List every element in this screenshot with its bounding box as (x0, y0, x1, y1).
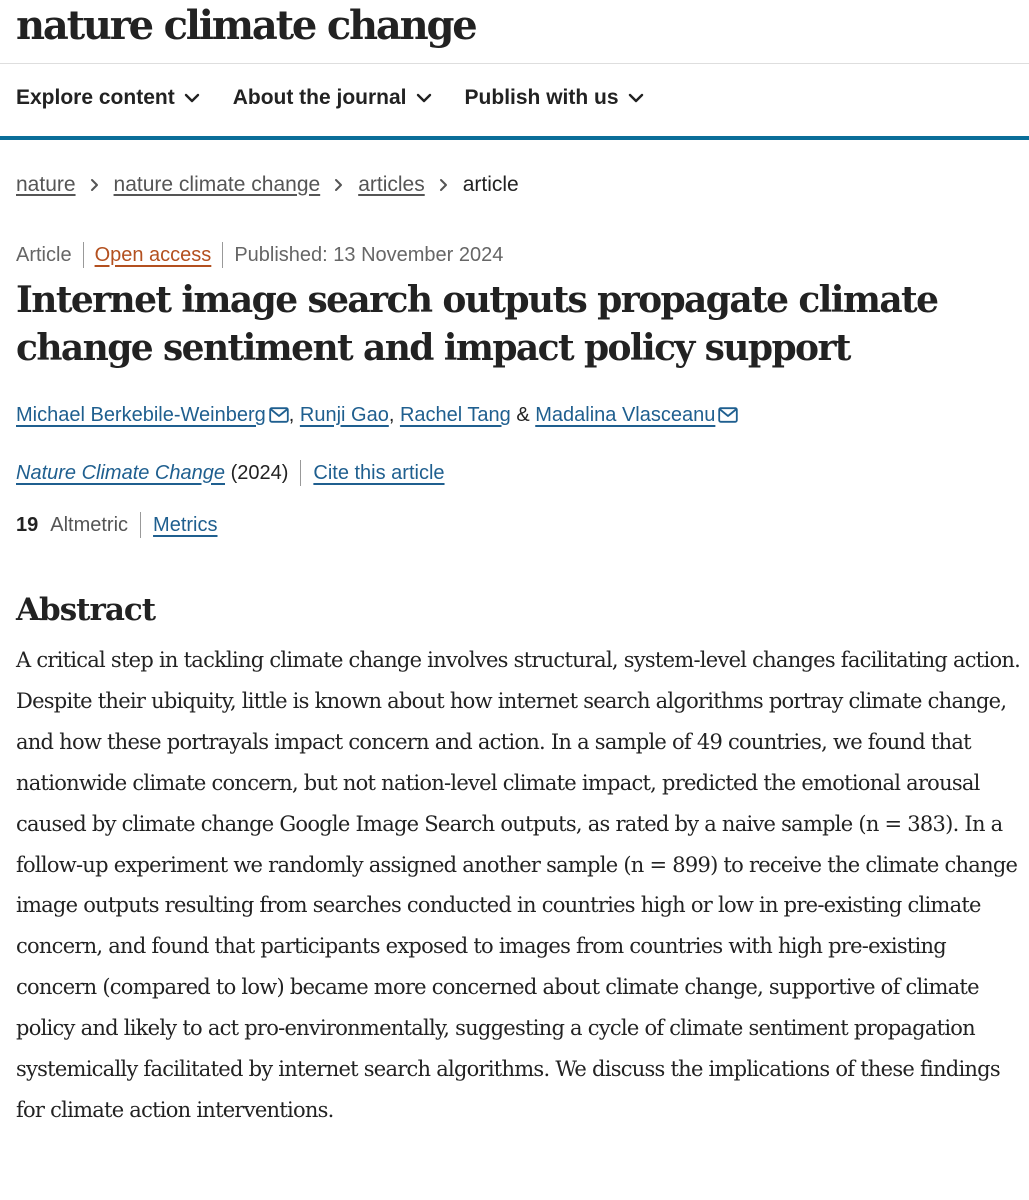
journal-citation (0, 458, 1029, 488)
article-meta (0, 240, 1029, 270)
author-link[interactable]: Rachel Tang (399, 403, 511, 426)
breadcrumb (0, 168, 1029, 202)
divider (83, 242, 84, 268)
breadcrumb-current: article (462, 173, 519, 196)
breadcrumb-journal[interactable]: nature climate change (113, 173, 321, 196)
author-link[interactable]: Madalina Vlasceanu (535, 403, 716, 426)
main-nav (0, 64, 1029, 140)
chevron-right-icon (89, 178, 101, 192)
author-connector: & (516, 403, 530, 426)
author-separator: , (388, 403, 400, 426)
abstract-text: A critical step in tackling climate change involves structural, system-level changes facilitating action. Despite their ubiquity, little is known about how internet search algorithms portray climate change, and how these portrayals impact concern and action. In a sample of 49 countries, we found that nationwide climate concern, but not nation-level climate impact, predicted the emotional arousal caused by climate change Google Image Search outputs, as rated by a naive sample (n = 383). In a follow-up experiment we randomly assigned another sample (n = 899) to receive the climate change image outputs resulting from searches conducted in countries high or low in pre-existing climate concern, and found that participants exposed to images from countries with high pre-existing concern (compared to low) became more concerned about climate change, supportive of climate policy and likely to act pro-environmentally, suggesting a cycle of climate sentiment propagation systemically facilitated by internet search algorithms. We discuss the implications of these findings for climate action interventions. (16, 648, 1021, 1122)
author-separator: , (288, 403, 300, 426)
author-list (0, 400, 1029, 430)
article-metrics (0, 510, 1029, 540)
altmetric-label: Altmetric (50, 513, 129, 536)
published-date: Published: 13 November 2024 (234, 243, 504, 266)
metrics-link[interactable]: Metrics (153, 513, 218, 536)
author-link[interactable]: Michael Berkebile-Weinberg (16, 403, 266, 426)
abstract-heading: Abstract (16, 592, 156, 628)
open-access-link[interactable]: Open access (94, 243, 212, 266)
mail-icon[interactable] (718, 407, 738, 423)
journal-logo[interactable]: nature climate change (16, 2, 476, 49)
nav-about-journal[interactable] (233, 86, 433, 110)
chevron-right-icon (438, 178, 450, 192)
altmetric-score: 19 (16, 513, 39, 536)
chevron-down-icon (627, 89, 645, 107)
cite-article-link[interactable]: Cite this article (313, 461, 445, 484)
divider (300, 460, 301, 486)
publication-year: (2024) (230, 461, 289, 484)
nav-item-label: About the journal (232, 86, 407, 109)
article-title: Internet image search outputs propagate climate change sentiment and impact policy support (16, 279, 938, 369)
breadcrumb-articles[interactable]: articles (358, 173, 425, 196)
chevron-down-icon (183, 89, 201, 107)
journal-link[interactable]: Nature Climate Change (16, 461, 225, 484)
breadcrumb-nature[interactable]: nature (16, 173, 76, 196)
author-link[interactable]: Runji Gao (299, 403, 389, 426)
nav-item-label: Publish with us (464, 86, 619, 109)
site-header (0, 0, 1029, 64)
nav-publish-with-us[interactable] (465, 86, 645, 110)
divider (140, 512, 141, 538)
chevron-down-icon (415, 89, 433, 107)
nav-explore-content[interactable] (16, 86, 201, 110)
chevron-right-icon (333, 178, 345, 192)
mail-icon[interactable] (269, 407, 289, 423)
nav-item-label: Explore content (16, 86, 175, 109)
divider (222, 242, 223, 268)
article-type: Article (16, 243, 72, 266)
